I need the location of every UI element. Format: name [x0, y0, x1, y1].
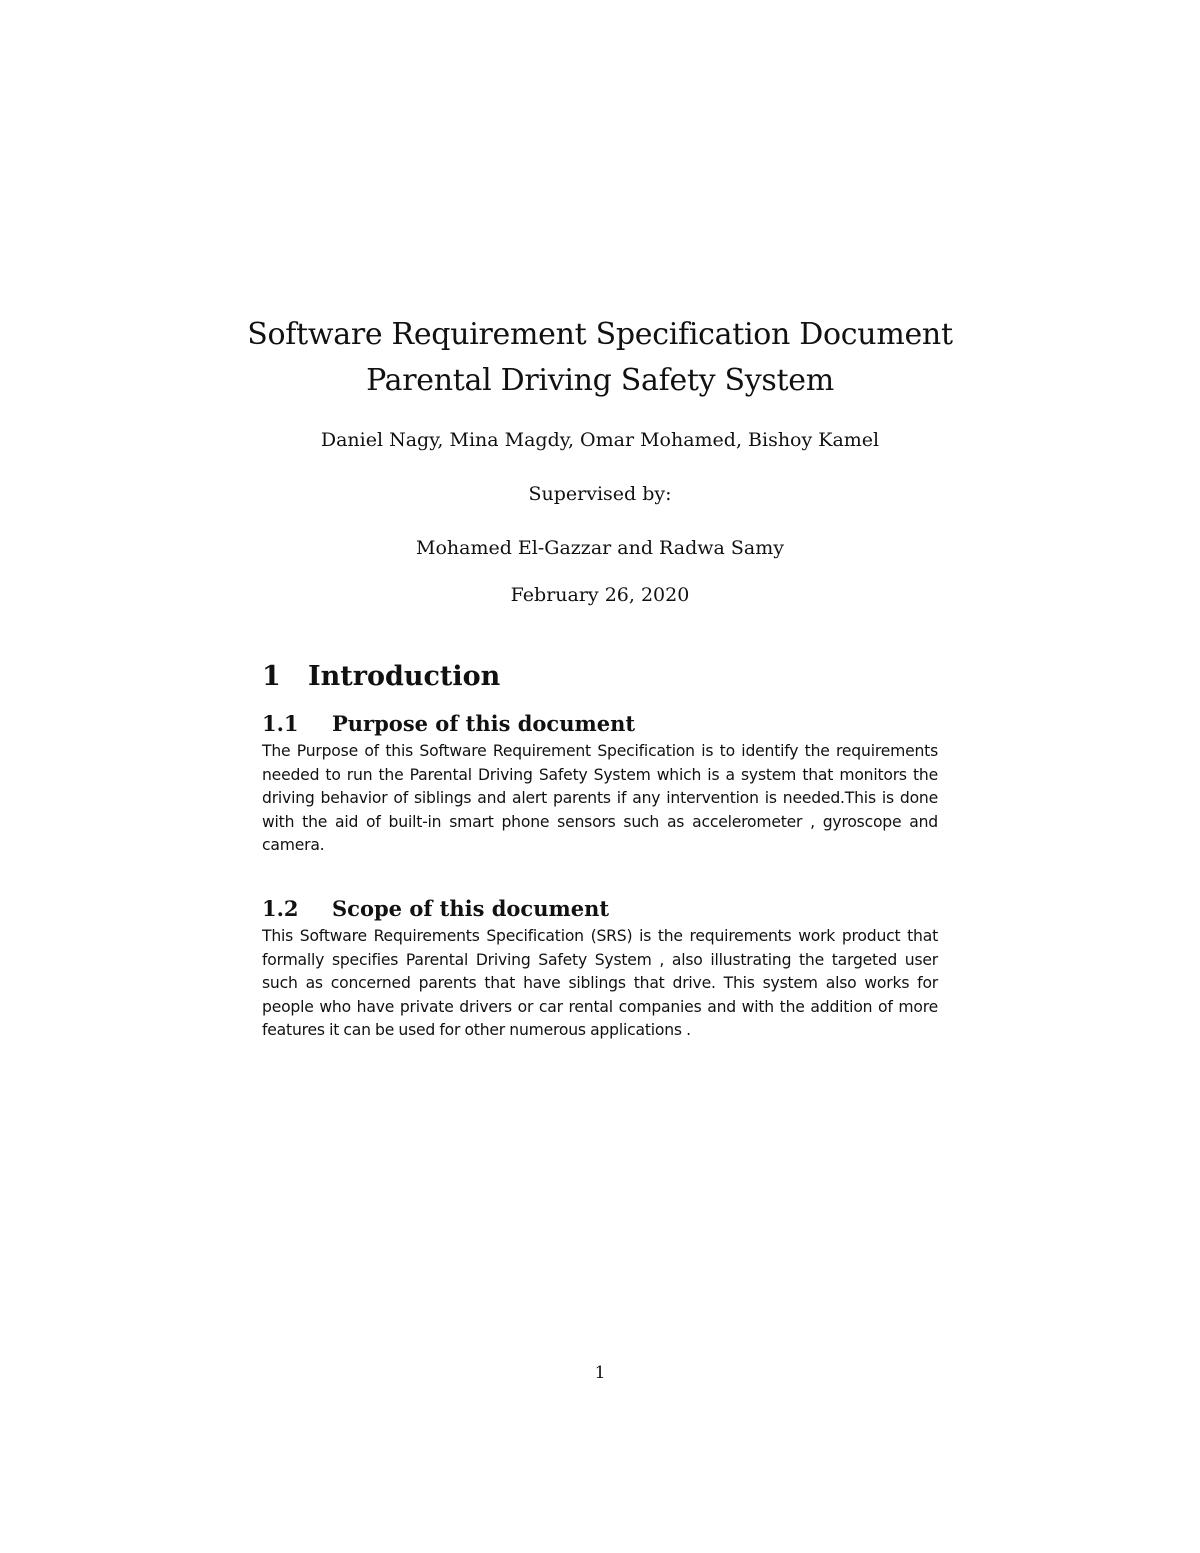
- subsection-number: 1.1: [262, 711, 299, 736]
- section-title: Introduction: [308, 661, 501, 692]
- document-title-line-1: Software Requirement Specification Document: [247, 317, 953, 352]
- subsection-heading-purpose: [262, 711, 635, 737]
- subsection-title: Purpose of this document: [332, 711, 636, 736]
- subsection-title: Scope of this document: [332, 896, 610, 921]
- scope-paragraph: This Software Requirements Specification (SRS) is the requirements work product that formally specifies Parental Driving Safety System , also illustrating the targeted user such as concerned parents that have siblings that drive. This system also works for people who have private drivers or car rental companies and with the addition of more features it can be used for other numerous applications .: [262, 927, 938, 1039]
- purpose-paragraph: The Purpose of this Software Requirement Specification is to identify the requirements needed to run the Parental Driving Safety System which is a system that monitors the driving behavior of siblings and alert parents if any intervention is needed.This is done with the aid of built-in smart phone sensors such as accelerometer , gyroscope and camera.: [262, 742, 938, 854]
- document-title-line-2: Parental Driving Safety System: [366, 363, 834, 398]
- subsection-number: 1.2: [262, 896, 299, 921]
- subsection-heading-scope: [262, 896, 609, 922]
- supervisors: Mohamed El-Gazzar and Radwa Samy: [416, 537, 784, 559]
- section-number: 1: [262, 661, 281, 692]
- authors: Daniel Nagy, Mina Magdy, Omar Mohamed, Bishoy Kamel: [320, 429, 880, 451]
- section-heading-introduction: [262, 661, 500, 693]
- date: February 26, 2020: [510, 584, 690, 606]
- supervised-label: Supervised by:: [528, 483, 672, 505]
- page-number: 1: [594, 1363, 606, 1383]
